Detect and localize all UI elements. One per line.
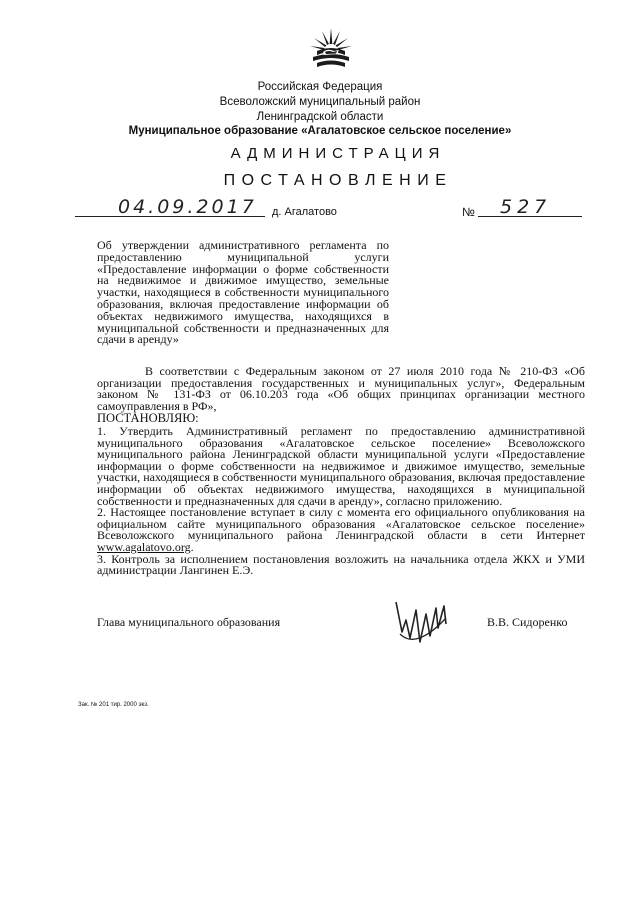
handwritten-signature-icon — [386, 598, 458, 654]
item-3: 3. Контроль за исполнением постановления возложить на начальника отдела ЖКХ и УМИ администрации Лангинен Е.Э. — [97, 551, 585, 578]
header-district: Всеволожский муниципальный район — [219, 96, 421, 108]
resolution-number: 527 — [500, 196, 552, 218]
preamble: В соответствии с Федеральным законом от 27 июля 2010 года № 210-ФЗ «Об организации предоставления государственных и муниципальных услуг», Федеральным законом № 131-ФЗ от 06.10.203 года «Об общих принципах организации местного самоуправления в РФ», — [97, 364, 585, 413]
item-1: 1. Утвердить Административный регламент по предоставлению административной муниципального образования «Агалатовское сельское поселение» Всеволожского муниципального района Ленинградской области муниципальной услуги «Предоставление информации о форме собственности на недвижимое и движимое имущество, земельные участки, находящиеся в собственности муниципального образования, включая предоставление информации об объектах недвижимого имущества, находящихся в муниципальной собственности и предназначенных для сдачи в аренду», согласно приложению. — [97, 423, 585, 508]
administration-title: АДМИНИСТРАЦИЯ — [230, 145, 446, 162]
resolution-date: 04.09.2017 — [118, 196, 257, 218]
item-2-end: . — [190, 539, 194, 554]
website-link[interactable]: www.agalatovo.org — [97, 539, 191, 554]
item-2 — [97, 507, 585, 553]
number-label: № — [462, 205, 475, 219]
coat-of-arms-icon — [308, 24, 354, 74]
print-run-note: Зак. № 201 тир. 2000 экз. — [78, 702, 149, 708]
header-region: Ленинградской области — [256, 111, 384, 123]
header-country: Российская Федерация — [257, 81, 383, 93]
decree-word: ПОСТАНОВЛЯЮ: — [97, 411, 199, 426]
item-2-text: 2. Настоящее постановление вступает в силу с момента его официального опубликования на официальном сайте муниципального образования «Агалатовское сельское поселение» Всеволожского муниципального района Ленинградской области в сети Интернет — [97, 505, 585, 543]
signatory-position: Глава муниципального образования — [97, 615, 281, 629]
header-municipality: Муниципальное образование «Агалатовское сельское поселение» — [128, 125, 512, 137]
document-body — [97, 366, 585, 577]
resolution-title: ПОСТАНОВЛЕНИЕ — [223, 172, 453, 189]
signatory-name: В.В. Сидоренко — [487, 615, 568, 629]
resolution-subject: Об утверждении административного регламента по предоставлению муниципальной услуги «Предоставление информации о форме собственности на недвижимое и движимое имущество, земельные участки, находящиеся в собственности муниципального образования, включая предоставление информации об объектах недвижимого имущества, находящихся в муниципальной собственности и предназначенных для сдачи в аренду» — [97, 238, 389, 347]
resolution-place: д. Агалатово — [272, 206, 337, 218]
number-underline — [478, 216, 582, 217]
date-underline — [75, 216, 265, 217]
